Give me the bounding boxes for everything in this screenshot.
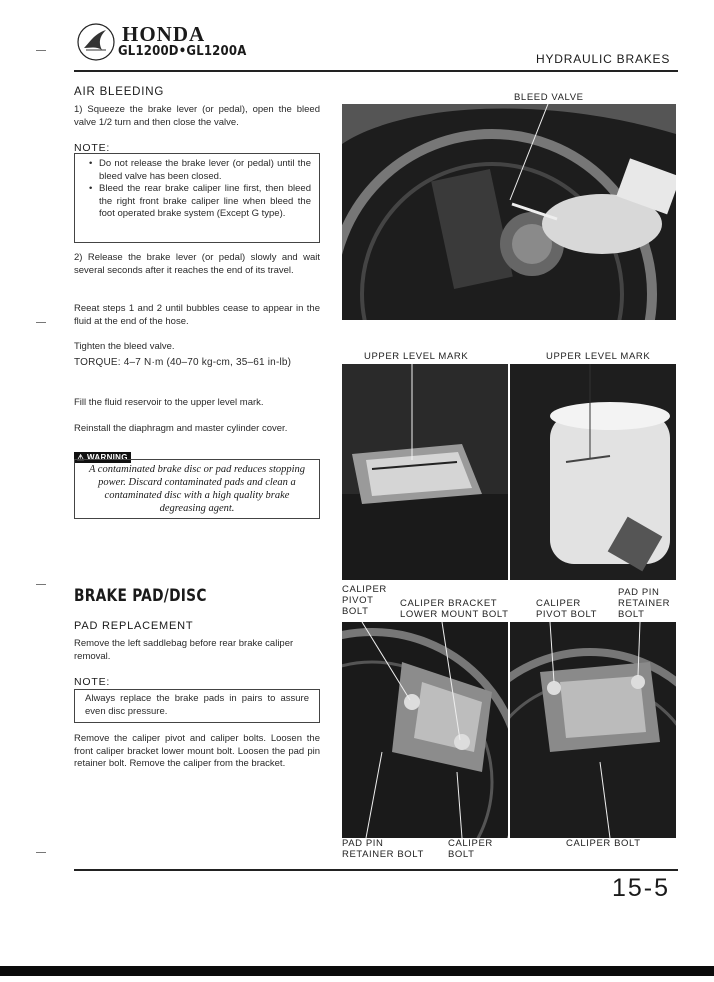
- warning-icon: ⚠: [77, 453, 85, 462]
- note-item: • Do not release the brake lever (or pedal) until the bleed valve has been closed.: [85, 158, 311, 183]
- margin-mark: [36, 50, 46, 51]
- footer-divider: [74, 869, 678, 871]
- note-item: • Bleed the rear brake caliper line first, then bleed the right front brake caliper line when bleed the foot operated brake system (Except G type).: [85, 183, 311, 221]
- reservoir-photo: [510, 364, 676, 580]
- margin-mark: [36, 584, 46, 585]
- repeat-instruction: Reeat steps 1 and 2 until bubbles cease to appear in the fluid at the end of the hose.: [74, 303, 320, 327]
- note-label: NOTE:: [74, 676, 111, 688]
- margin-mark: [36, 322, 46, 323]
- brand-name: HONDA: [122, 22, 206, 46]
- air-bleeding-heading: AIR BLEEDING: [74, 86, 165, 98]
- honda-wing-logo-icon: [76, 22, 116, 62]
- caliper-removal-instructions: Remove the caliper pivot and caliper bolts. Loosen the front caliper bracket lower mount bolt. Loosen the pad pin retainer bolt. Remove the caliper from the bracket.: [74, 733, 320, 770]
- label-caliper-pivot-bolt-b: CALIPER PIVOT BOLT: [536, 598, 598, 620]
- step-1: 1) Squeeze the brake lever (or pedal), open the bleed valve 1/2 turn and then close the valve.: [74, 104, 320, 128]
- pad-note-box: [74, 689, 320, 723]
- fill-instruction: Fill the fluid reservoir to the upper level mark.: [74, 397, 264, 408]
- header-divider: [74, 70, 678, 72]
- warning-label: WARNING: [87, 453, 128, 462]
- label-caliper-pivot-bolt-a: CALIPER PIVOT BOLT: [342, 584, 387, 617]
- section-title: HYDRAULIC BRAKES: [536, 52, 671, 66]
- model-name: GL1200D•GL1200A: [118, 44, 247, 59]
- front-caliper-photo: [342, 622, 508, 838]
- master-cylinder-photo: [342, 364, 508, 580]
- rear-caliper-photo: [510, 622, 676, 838]
- step-2: 2) Release the brake lever (or pedal) slowly and wait several seconds after it reaches the end of its travel.: [74, 252, 320, 276]
- note-label: NOTE:: [74, 142, 111, 154]
- reinstall-instruction: Reinstall the diaphragm and master cylinder cover.: [74, 423, 288, 434]
- bleed-valve-photo: [342, 104, 676, 320]
- label-caliper-bracket-lower-mount-bolt: CALIPER BRACKET LOWER MOUNT BOLT: [400, 598, 509, 620]
- note-box: [74, 153, 320, 243]
- label-pad-pin-retainer-bolt-a: PAD PIN RETAINER BOLT: [618, 587, 671, 620]
- label-pad-pin-retainer-bolt-b: PAD PIN RETAINER BOLT: [342, 838, 424, 860]
- label-upper-level-mark-right: UPPER LEVEL MARK: [546, 351, 651, 362]
- warning-box: [74, 459, 320, 519]
- brake-pad-disc-title: BRAKE PAD/DISC: [74, 586, 207, 606]
- label-caliper-bolt-b: CALIPER BOLT: [566, 838, 641, 849]
- label-upper-level-mark-left: UPPER LEVEL MARK: [364, 351, 469, 362]
- label-bleed-valve: BLEED VALVE: [514, 92, 584, 103]
- saddlebag-instruction: Remove the left saddlebag before rear brake caliper removal.: [74, 638, 294, 662]
- pad-replacement-heading: PAD REPLACEMENT: [74, 620, 194, 632]
- margin-mark: [36, 852, 46, 853]
- scan-bottom-edge: [0, 966, 714, 976]
- tighten-instruction: Tighten the bleed valve.: [74, 341, 175, 352]
- label-caliper-bolt-a: CALIPER BOLT: [448, 838, 493, 860]
- warning-text: A contaminated brake disc or pad reduces stopping power. Discard contaminated pads and clean a contaminated disc with a high quality brake degreasing agent.: [88, 464, 306, 514]
- torque-spec: TORQUE: 4–7 N·m (40–70 kg-cm, 35–61 in-lb): [74, 357, 292, 368]
- pad-note-text: Always replace the brake pads in pairs to assure even disc pressure.: [85, 693, 309, 717]
- page-number: 15-5: [612, 874, 671, 902]
